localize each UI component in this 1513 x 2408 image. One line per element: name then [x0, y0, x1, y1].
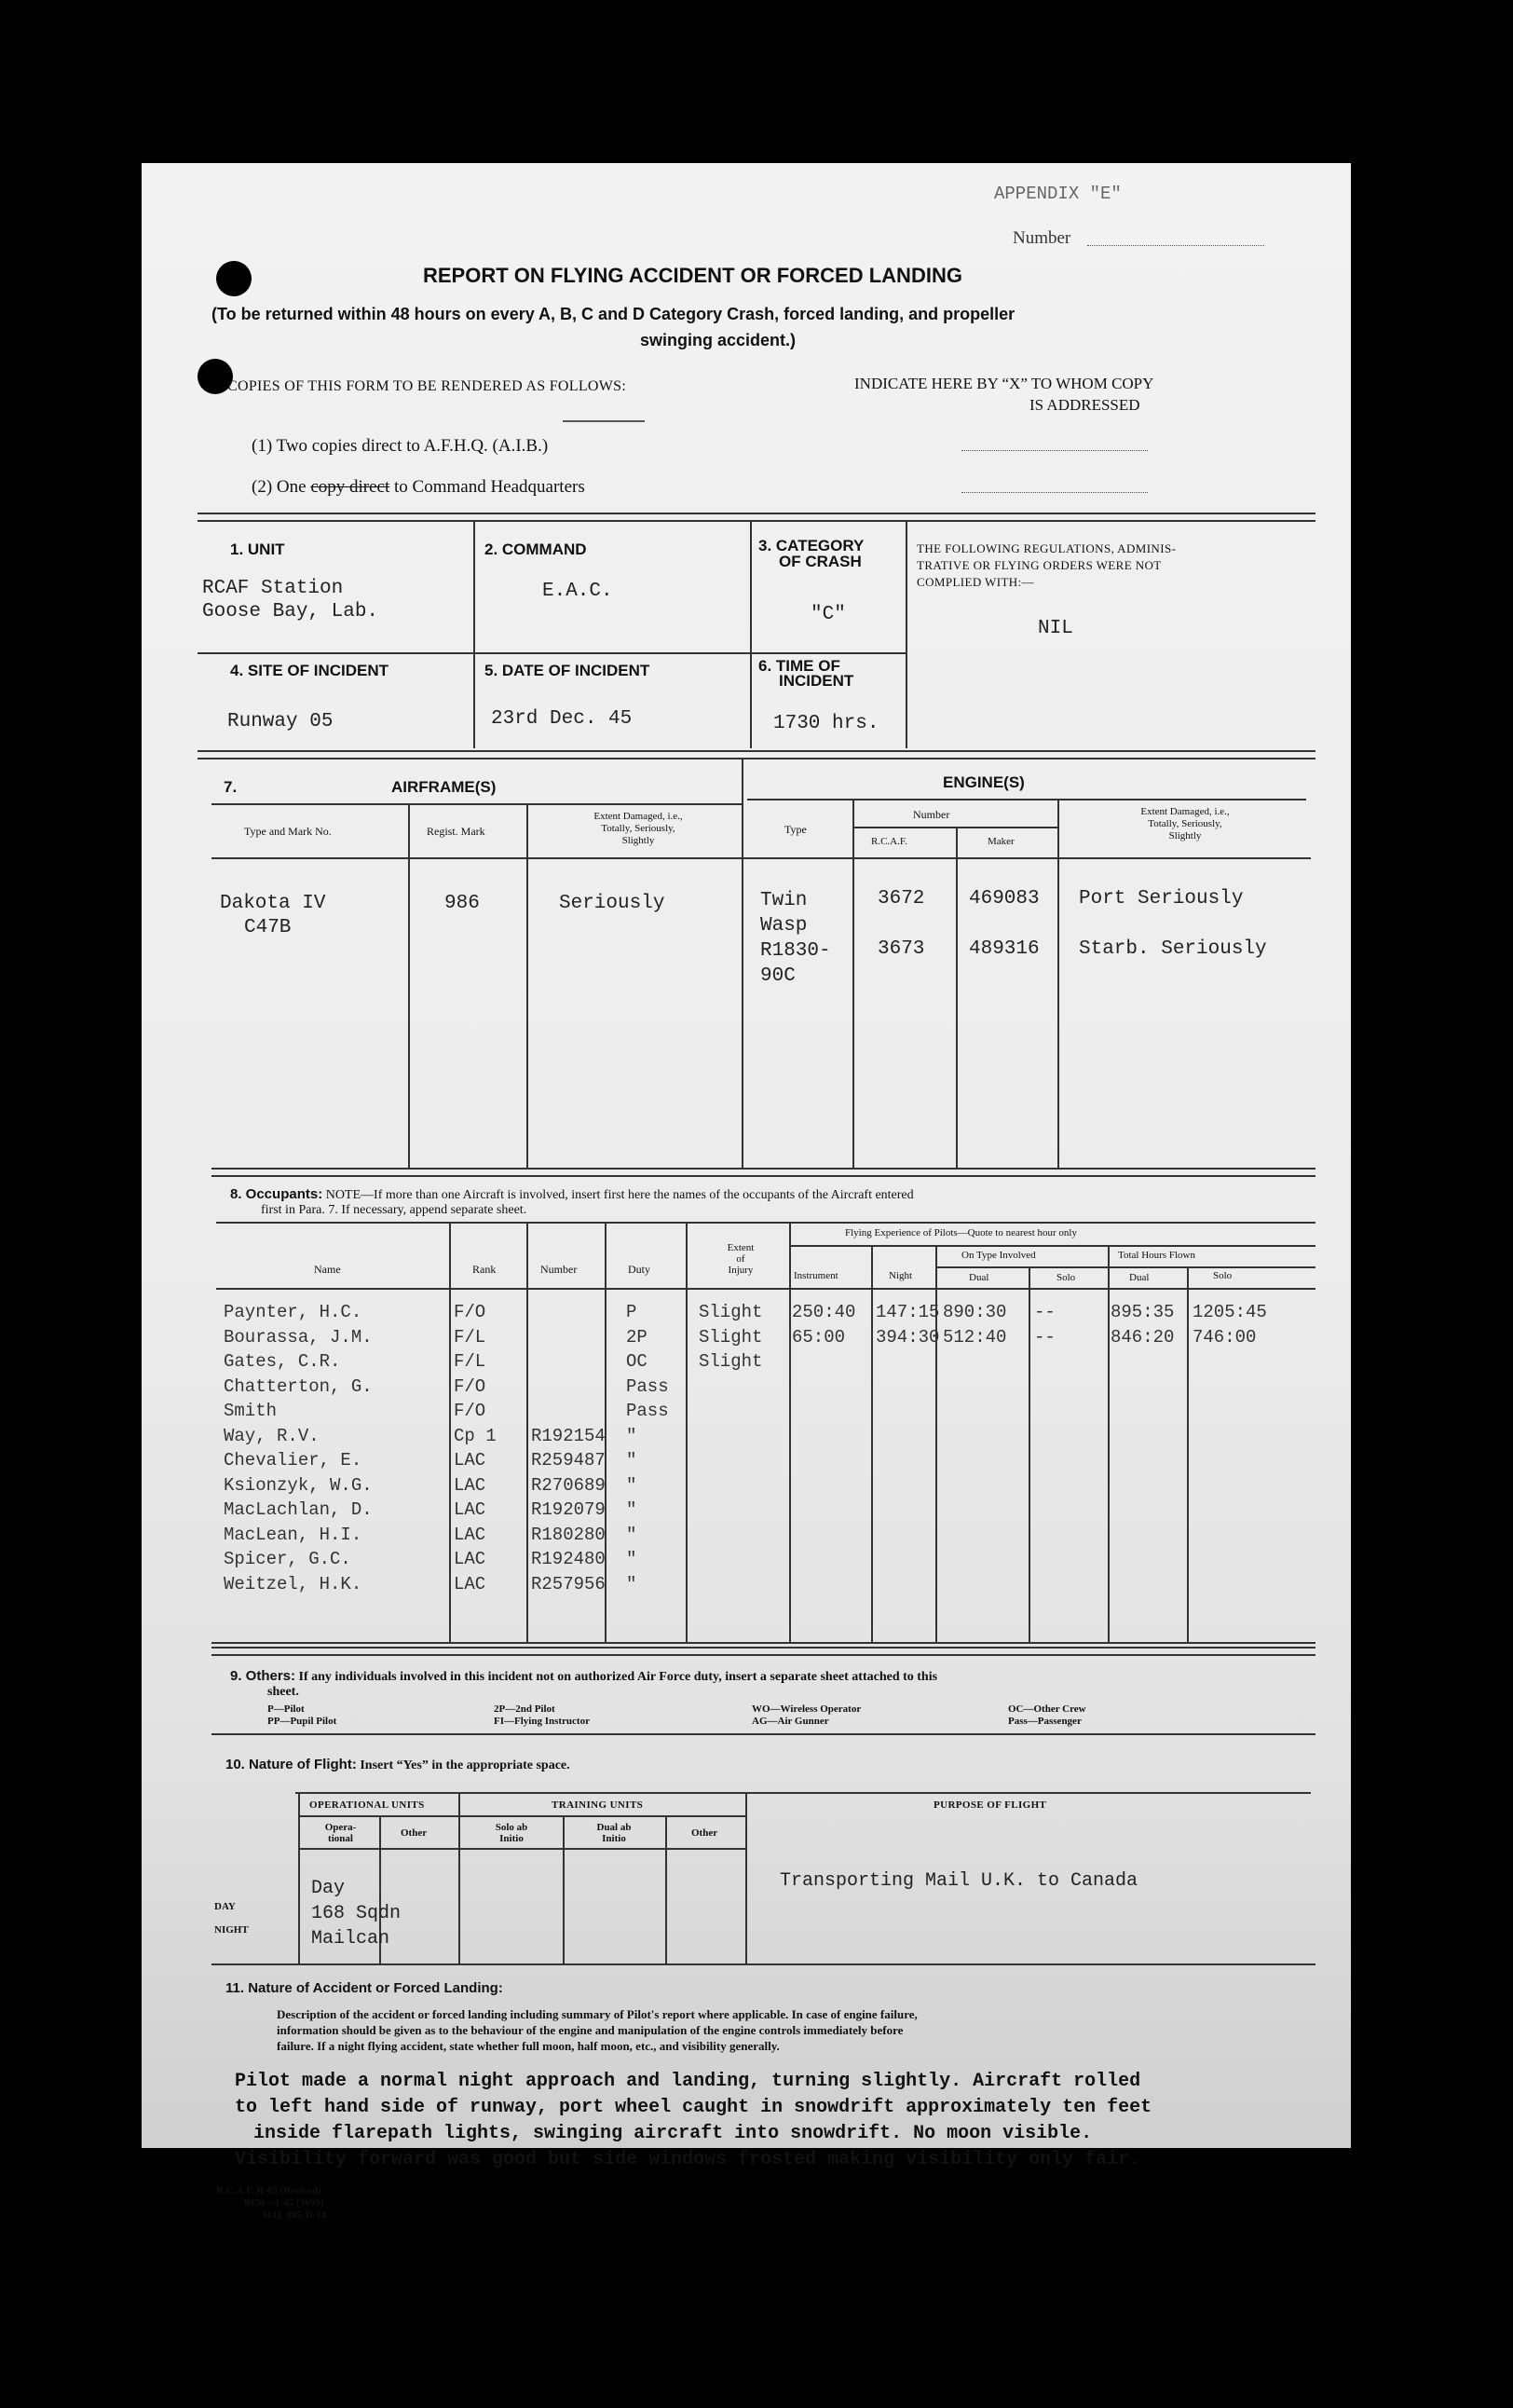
col-type-dual: Dual	[969, 1272, 989, 1283]
punch-hole-icon	[216, 261, 252, 296]
col-duty: Duty	[628, 1263, 650, 1276]
occupant-type-solo: --	[1034, 1302, 1056, 1322]
purpose-header: PURPOSE OF FLIGHT	[934, 1799, 1047, 1811]
unit-value-2: Goose Bay, Lab.	[202, 601, 379, 623]
grid-line	[871, 1246, 873, 1642]
unit-label: 1. UNIT	[230, 540, 285, 558]
col-on-type: On Type Involved	[961, 1250, 1036, 1261]
engine-2-damage: Starb. Seriously	[1079, 938, 1267, 960]
report-title: REPORT ON FLYING ACCIDENT OR FORCED LANDING	[423, 264, 962, 287]
occupant-name: Bourassa, J.M.	[224, 1326, 373, 1348]
section-rule	[198, 513, 1315, 522]
occupant-night: 394:30	[876, 1326, 940, 1348]
grid-line	[295, 1792, 1311, 1794]
engine-1-rcaf: 3672	[878, 888, 925, 910]
legend-col-1: P—Pilot PP—Pupil Pilot	[267, 1703, 337, 1727]
grid-line	[1057, 800, 1059, 1168]
category-value: "C"	[811, 604, 846, 625]
grid-line	[937, 1266, 1315, 1268]
grid-line	[211, 1963, 1315, 1965]
form-number: R.C.A.F. R-65 (Revised) 9950—1-45 (3699) H.Q. 885-D-14	[216, 2185, 327, 2221]
occupant-duty: "	[626, 1450, 637, 1471]
section-rule	[198, 750, 1315, 759]
flight-unit-value: Day 168 Sqdn Mailcan	[311, 1878, 402, 1950]
occupant-duty: Pass	[626, 1375, 669, 1397]
nature-accident-label: 11. Nature of Accident or Forced Landing:	[225, 1980, 503, 1996]
occupant-total-solo: 1205:45	[1193, 1302, 1267, 1322]
operational-units-header: OPERATIONAL UNITS	[309, 1799, 425, 1811]
occupant-name: Way, R.V.	[224, 1425, 320, 1446]
accident-instructions: Description of the accident or forced landing including summary of Pilot's report where applicable. In case of engine failure, information should be given as to the behaviour of the engine and manipulation of the engine controls immediately before failure. If a night flying accident, state whether full moon, half moon, etc., and visibility generally.	[277, 2007, 918, 2053]
occupant-name: Gates, C.R.	[224, 1351, 341, 1372]
occupant-rank: LAC	[454, 1549, 486, 1569]
grid-line	[211, 857, 1311, 859]
grid-line	[563, 1816, 565, 1963]
date-label: 5. DATE OF INCIDENT	[484, 662, 650, 679]
grid-line	[458, 1793, 460, 1963]
col-night: Night	[889, 1270, 913, 1281]
occupant-duty: "	[626, 1474, 637, 1496]
occupant-rank: F/L	[454, 1326, 486, 1348]
grid-line	[956, 828, 958, 1168]
occupant-duty: "	[626, 1425, 637, 1446]
occupant-rank: LAC	[454, 1450, 486, 1471]
purpose-value: Transporting Mail U.K. to Canada	[780, 1870, 1138, 1892]
grid-line	[665, 1816, 667, 1963]
grid-line	[473, 520, 475, 748]
col-name: Name	[314, 1263, 341, 1276]
col-total-dual: Dual	[1129, 1272, 1150, 1283]
occupants-note: 8. Occupants: NOTE—If more than one Aircraft is involved, insert first here the names of the occupants of the Aircraft entered	[230, 1186, 914, 1202]
others-text: 9. Others: If any individuals involved in this incident not on authorized Air Force duty, insert a separate sheet attached to this	[230, 1668, 938, 1684]
occupant-duty: "	[626, 1573, 637, 1594]
grid-line	[449, 1223, 451, 1642]
grid-line	[1187, 1267, 1189, 1642]
grid-line	[906, 520, 907, 748]
occupant-name: Smith	[224, 1401, 278, 1421]
grid-line	[300, 1815, 745, 1817]
col-other-2: Other	[691, 1827, 718, 1839]
occupant-duty: OC	[626, 1351, 647, 1372]
grid-line	[216, 1222, 1315, 1224]
occupant-name: Ksionzyk, W.G.	[224, 1474, 373, 1496]
occupant-injury: Slight	[699, 1351, 763, 1372]
grid-line	[686, 1223, 688, 1642]
training-units-header: TRAINING UNITS	[552, 1799, 644, 1811]
occupant-number: R257956	[531, 1573, 606, 1594]
grid-line	[747, 799, 1306, 800]
occupant-injury: Slight	[699, 1326, 763, 1348]
regulations-label: THE FOLLOWING REGULATIONS, ADMINIS- TRATIVE OR FLYING ORDERS WERE NOT COMPLIED WITH:—	[917, 541, 1177, 589]
col-operational: Opera- tional	[324, 1822, 357, 1844]
section-7-label: 7.	[224, 778, 238, 796]
legend-col-2: 2P—2nd Pilot FI—Flying Instructor	[494, 1703, 590, 1727]
date-value: 23rd Dec. 45	[491, 708, 633, 730]
col-type-solo: Solo	[1056, 1272, 1076, 1283]
command-value: E.A.C.	[542, 581, 613, 602]
grid-line	[791, 1245, 1315, 1247]
col-instrument: Instrument	[794, 1270, 838, 1281]
grid-line	[852, 800, 854, 1168]
col-other: Other	[401, 1827, 428, 1839]
engine-1-damage: Port Seriously	[1079, 888, 1244, 910]
occupant-duty: "	[626, 1549, 637, 1569]
occupant-name: Chevalier, E.	[224, 1450, 362, 1471]
report-subtitle-2: swinging accident.)	[640, 331, 797, 349]
accident-narrative: Pilot made a normal night approach and landing, turning slightly. Aircraft rolled to left hand side of runway, port wheel caught in snowdrift approximately ten feet inside flarepath lights, swinging aircraft into snowdrift. No moon visible. Visibility forward was good but side windows frosted making visibility only fair.	[235, 2071, 1152, 2170]
nature-flight-text: 10. Nature of Flight: Insert “Yes” in the appropriate space.	[225, 1757, 570, 1772]
report-form-page	[142, 163, 1351, 2221]
grid-line	[750, 520, 752, 748]
grid-line	[1029, 1267, 1030, 1642]
copy-instruction-2: (2) One copy direct to Command Headquarters	[252, 477, 585, 497]
grid-line	[198, 652, 906, 654]
occupant-duty: "	[626, 1524, 637, 1545]
col-total-solo: Solo	[1213, 1270, 1233, 1281]
legend-col-3: WO—Wireless Operator AG—Air Gunner	[752, 1703, 862, 1727]
regulations-value: NIL	[1038, 618, 1073, 639]
occupant-number: R192079	[531, 1499, 606, 1520]
col-rcaf: R.C.A.F.	[871, 836, 907, 847]
col-airframe-extent: Extent Damaged, i.e., Totally, Seriously, Slightly	[593, 811, 683, 846]
occupant-rank: LAC	[454, 1499, 486, 1520]
grid-line	[745, 1793, 747, 1963]
occupant-name: MacLean, H.I.	[224, 1524, 362, 1545]
number-label: Number	[1013, 228, 1071, 248]
col-regist: Regist. Mark	[427, 825, 485, 838]
col-occupant-number: Number	[540, 1263, 578, 1276]
occupant-type-dual: 890:30	[943, 1302, 1007, 1322]
occupant-rank: LAC	[454, 1474, 486, 1496]
occupant-name: Spicer, G.C.	[224, 1549, 351, 1569]
regist-mark: 986	[444, 893, 480, 914]
indicate-line-1: INDICATE HERE BY “X” TO WHOM COPY	[854, 375, 1154, 392]
section-rule	[211, 1733, 1315, 1735]
occupant-number: R192480	[531, 1549, 606, 1569]
indicate-line-2: IS ADDRESSED	[1029, 396, 1140, 414]
occupant-rank: LAC	[454, 1573, 486, 1594]
engine-2-maker: 489316	[969, 938, 1040, 960]
airframe-title: AIRFRAME(S)	[391, 778, 497, 796]
others-text-2: sheet.	[267, 1685, 299, 1699]
col-engine-extent: Extent Damaged, i.e., Totally, Seriously, Slightly	[1140, 806, 1230, 841]
time-label: 6. TIME OF INCIDENT	[758, 657, 854, 690]
occupant-injury: Slight	[699, 1302, 763, 1322]
copies-heading: COPIES OF THIS FORM TO BE RENDERED AS FOLLOWS:	[227, 378, 627, 394]
airframe-damage: Seriously	[559, 893, 665, 914]
section-rule	[211, 1647, 1315, 1656]
occupant-type-solo: --	[1034, 1326, 1056, 1348]
section-rule	[211, 1168, 1315, 1177]
grid-line	[211, 1642, 1315, 1644]
occupant-name: Chatterton, G.	[224, 1375, 373, 1397]
engine-title: ENGINE(S)	[943, 773, 1025, 791]
site-value: Runway 05	[227, 711, 334, 732]
category-label: 3. CATEGORY OF CRASH	[758, 537, 865, 570]
occupant-name: MacLachlan, D.	[224, 1499, 373, 1520]
col-dual-ab-initio: Dual ab Initio	[596, 1822, 632, 1844]
grid-line	[298, 1793, 300, 1963]
grid-line	[1108, 1246, 1110, 1642]
grid-line	[211, 803, 743, 805]
engine-type: Twin Wasp R1830- 90C	[760, 890, 831, 987]
row-day: DAY	[214, 1901, 236, 1912]
occupant-name: Weitzel, H.K.	[224, 1573, 362, 1594]
col-solo-ab-initio: Solo ab Initio	[495, 1822, 528, 1844]
divider	[563, 420, 645, 422]
col-engine-type: Type	[784, 823, 807, 836]
grid-line	[526, 804, 528, 1168]
col-maker: Maker	[988, 836, 1015, 847]
occupant-name: Paynter, H.C.	[224, 1302, 362, 1322]
engine-2-rcaf: 3673	[878, 938, 925, 960]
occupant-instrument: 250:40	[792, 1302, 856, 1322]
aircraft-type: Dakota IV C47B	[220, 893, 326, 938]
occupant-total-dual: 846:20	[1111, 1326, 1175, 1348]
row-night: NIGHT	[214, 1924, 249, 1936]
occupant-rank: F/L	[454, 1351, 486, 1372]
occupant-type-dual: 512:40	[943, 1326, 1007, 1348]
appendix-label: APPENDIX "E"	[994, 184, 1122, 204]
copy-mark-line-1[interactable]	[961, 450, 1148, 451]
occupant-rank: F/O	[454, 1401, 486, 1421]
occupant-number: R192154	[531, 1425, 606, 1446]
occupants-note-2: first in Para. 7. If necessary, append separate sheet.	[261, 1203, 527, 1217]
legend-col-4: OC—Other Crew Pass—Passenger	[1008, 1703, 1086, 1727]
number-line	[1087, 245, 1264, 246]
occupant-night: 147:15	[876, 1302, 940, 1322]
occupant-instrument: 65:00	[792, 1326, 846, 1348]
occupant-number: R270689	[531, 1474, 606, 1496]
grid-line	[216, 1288, 1315, 1290]
time-value: 1730 hrs.	[773, 713, 879, 734]
unit-value-1: RCAF Station	[202, 578, 344, 599]
occupant-duty: 2P	[626, 1326, 647, 1348]
col-rank: Rank	[472, 1263, 497, 1276]
grid-line	[526, 1223, 528, 1642]
col-total-hours: Total Hours Flown	[1118, 1250, 1195, 1261]
grid-line	[300, 1848, 745, 1850]
occupant-rank: F/O	[454, 1302, 486, 1322]
occupant-duty: Pass	[626, 1401, 669, 1421]
occupant-duty: P	[626, 1302, 637, 1322]
occupant-total-solo: 746:00	[1193, 1326, 1257, 1348]
grid-line	[789, 1223, 791, 1642]
col-experience: Flying Experience of Pilots—Quote to nearest hour only	[845, 1227, 1077, 1238]
occupant-duty: "	[626, 1499, 637, 1520]
site-label: 4. SITE OF INCIDENT	[230, 662, 389, 679]
occupant-number: R259487	[531, 1450, 606, 1471]
col-type-mark: Type and Mark No.	[244, 825, 332, 838]
occupant-total-dual: 895:35	[1111, 1302, 1175, 1322]
report-subtitle-1: (To be returned within 48 hours on every A, B, C and D Category Crash, forced landing, and propeller	[211, 305, 1015, 323]
col-number: Number	[913, 808, 950, 821]
engine-1-maker: 469083	[969, 888, 1040, 910]
copy-instruction-1: (1) Two copies direct to A.F.H.Q. (A.I.B.)	[252, 436, 549, 456]
occupant-rank: F/O	[454, 1375, 486, 1397]
copy-mark-line-2[interactable]	[961, 492, 1148, 493]
command-label: 2. COMMAND	[484, 540, 587, 558]
occupant-rank: Cp 1	[454, 1425, 497, 1446]
occupant-number: R180280	[531, 1524, 606, 1545]
col-injury: Extent of Injury	[727, 1242, 755, 1276]
occupant-rank: LAC	[454, 1524, 486, 1545]
grid-line	[408, 804, 410, 1168]
